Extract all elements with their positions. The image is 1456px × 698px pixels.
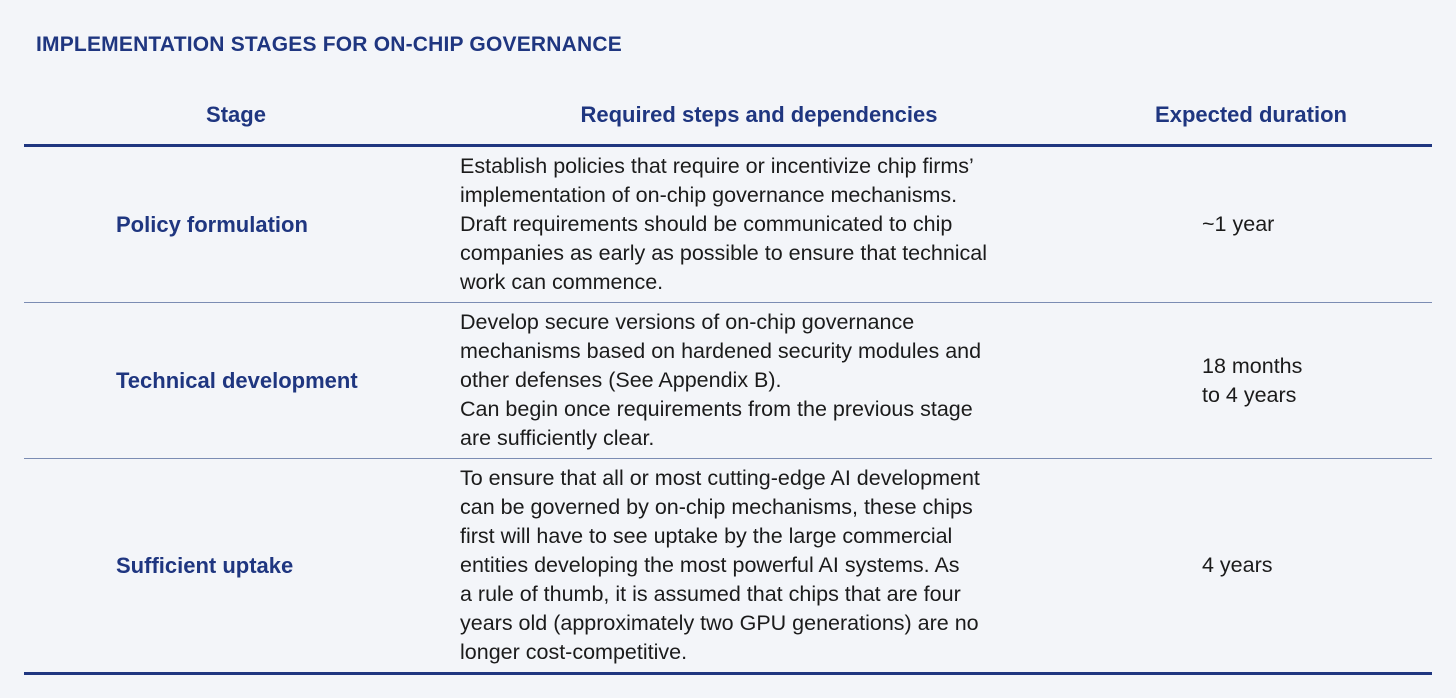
steps-line: implementation of on-chip governance mechanisms. (460, 183, 958, 207)
stage-name: Policy formulation (116, 211, 308, 237)
table-row (24, 303, 1432, 458)
stage-name: Technical development (116, 367, 358, 393)
steps-line: entities developing the most powerful AI systems. As (460, 553, 960, 577)
steps-line: other defenses (See Appendix B). (460, 368, 782, 392)
stage-duration (1056, 551, 1432, 580)
steps-line: a rule of thumb, it is assumed that chips that are four (460, 582, 961, 606)
header-steps: Required steps and dependencies (580, 102, 938, 127)
table-row (24, 147, 1432, 302)
steps-line: are sufficiently clear. (460, 426, 655, 450)
duration-line: to 4 years (1202, 382, 1297, 407)
stages-table (24, 90, 1432, 675)
table-bottom-rule (24, 672, 1432, 675)
steps-line: companies as early as possible to ensure that technical (460, 241, 988, 265)
table-title: IMPLEMENTATION STAGES FOR ON-CHIP GOVERNANCE (36, 33, 622, 56)
stage-steps (366, 308, 1056, 453)
steps-line: years old (approximately two GPU generations) are no (460, 611, 979, 635)
steps-line: first will have to see uptake by the large commercial (460, 524, 953, 548)
table-row (24, 459, 1432, 672)
steps-line: Can begin once requirements from the previous stage (460, 397, 973, 421)
steps-line: Develop secure versions of on-chip governance (460, 310, 915, 334)
stage-steps (366, 152, 1056, 297)
stage-duration (1056, 210, 1432, 239)
steps-line: To ensure that all or most cutting-edge AI development (460, 466, 980, 490)
steps-line: can be governed by on-chip mechanisms, these chips (460, 495, 973, 519)
duration-line: ~1 year (1202, 212, 1275, 236)
steps-line: Draft requirements should be communicated to chip (460, 212, 953, 236)
steps-line: work can commence. (460, 270, 664, 294)
duration-line: 4 years (1202, 553, 1273, 577)
table-header (24, 90, 1432, 144)
steps-line: longer cost-competitive. (460, 640, 688, 664)
header-duration: Expected duration (1155, 102, 1347, 127)
header-stage: Stage (206, 102, 266, 127)
duration-line: 18 months (1202, 353, 1303, 378)
steps-line: mechanisms based on hardened security modules and (460, 339, 982, 363)
stage-steps (366, 464, 1056, 667)
steps-line: Establish policies that require or incentivize chip firms’ (460, 154, 974, 178)
stage-duration (1056, 352, 1432, 410)
stage-name: Sufficient uptake (116, 552, 294, 578)
